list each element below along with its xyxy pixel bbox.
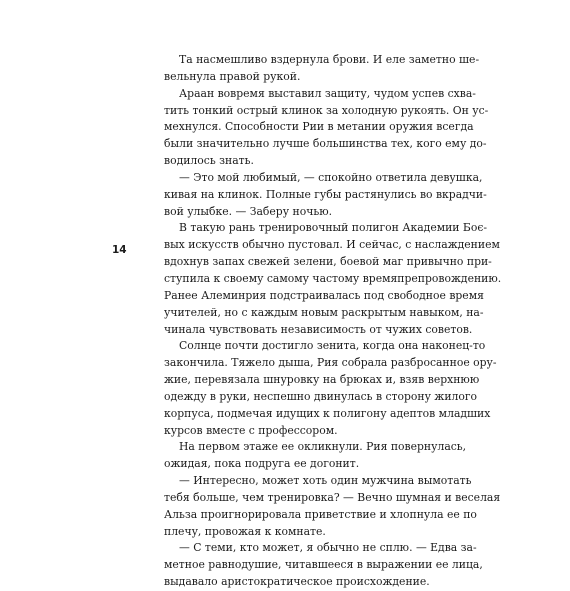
text-line: закончила. Тяжело дыша, Рия собрала разбросанное ору-: [164, 356, 497, 370]
text-line: одежду в руки, неспешно двинулась в сторону жилого: [164, 389, 478, 403]
text-line: метное равнодушие, читавшееся в выражении ее лица,: [164, 558, 483, 572]
paragraph: [164, 540, 483, 591]
text-line: тебя больше, чем тренировка? — Вечно шумная и веселая: [164, 490, 501, 504]
paragraph: [164, 338, 497, 439]
text-line: вой улыбке. — Заберу ночью.: [164, 204, 333, 218]
text-line: вельнула правой рукой.: [164, 69, 301, 83]
text-line: вдохнув запах свежей зелени, боевой маг привычно при-: [164, 255, 492, 269]
text-line: курсов вместе с профессором.: [164, 423, 338, 437]
body-text: [164, 52, 502, 591]
text-line: выдавало аристократическое происхождение.: [164, 575, 430, 589]
text-line: На первом этаже ее окликнули. Рия повернулась,: [179, 440, 467, 454]
text-line: — С теми, кто может, я обычно не сплю. — Едва за-: [179, 541, 477, 555]
text-line: мехнулся. Способности Рии в метании оружия всегда: [164, 120, 474, 134]
text-line: Солнце почти достигло зенита, когда она наконец-то: [179, 339, 486, 353]
text-line: корпуса, подмечая идущих к полигону адептов младших: [164, 406, 491, 420]
paragraph: [164, 170, 487, 221]
text-line: — Интересно, может хоть один мужчина вымотать: [179, 474, 472, 488]
text-line: жие, перевязала шнуровку на брюках и, взяв верхнюю: [164, 373, 480, 387]
page-number: 14: [112, 244, 127, 256]
text-line: вых искусств обычно пустовал. И сейчас, с наслаждением: [164, 238, 500, 252]
text-line: — Это мой любимый, — спокойно ответила девушка,: [179, 170, 483, 184]
text-line: Альза проигнорировала приветствие и хлопнула ее по: [164, 507, 477, 521]
text-line: Араан вовремя выставил защиту, чудом успев схва-: [179, 86, 476, 100]
paragraph: [164, 473, 501, 540]
text-line: водилось знать.: [164, 154, 254, 168]
text-line: тить тонкий острый клинок за холодную рукоять. Он ус-: [164, 103, 489, 117]
paragraph: [164, 52, 480, 86]
paragraph: [164, 439, 467, 473]
text-line: В такую рань тренировочный полигон Академии Боє-: [179, 221, 488, 235]
paragraph: [164, 220, 502, 338]
text-line: плечу, провожая к комнате.: [164, 524, 326, 538]
text-line: Ранее Алеминрия подстраивалась под свободное время: [164, 288, 484, 302]
text-line: учителей, но с каждым новым раскрытым навыком, на-: [164, 305, 484, 319]
text-line: ожидая, пока подруга ее догонит.: [164, 457, 360, 471]
text-line: Та насмешливо вздернула брови. И еле заметно ше-: [179, 53, 480, 66]
paragraph: [164, 86, 489, 170]
text-line: чинала чувствовать независимость от чужих советов.: [164, 322, 473, 336]
text-line: были значительно лучше большинства тех, кого ему до-: [164, 137, 487, 151]
text-line: кивая на клинок. Полные губы растянулись во вкрадчи-: [164, 187, 487, 201]
text-line: ступила к своему самому частому времяпрепровождению.: [164, 271, 502, 285]
